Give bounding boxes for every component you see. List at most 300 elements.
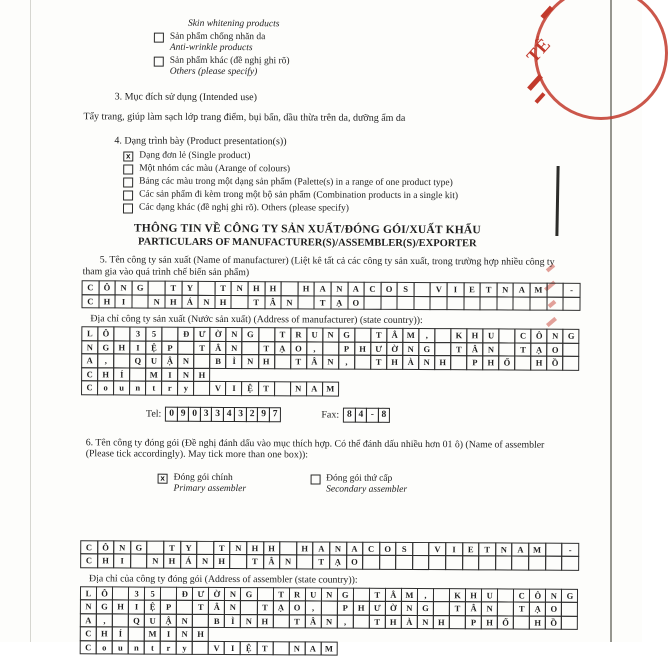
grid-cell: N: [321, 587, 338, 602]
option-text-vn: Sản phẩm chống nhăn da: [169, 31, 266, 43]
grid-cell: I: [128, 599, 145, 614]
grid-cell: T: [258, 341, 275, 356]
product-type-section: [154, 19, 581, 80]
grid-cell: Ô: [529, 588, 546, 603]
grid-cell: Ệ: [240, 641, 257, 656]
grid-cell: [447, 296, 465, 311]
grid-cell: t: [145, 381, 162, 396]
grid-cell: [362, 555, 380, 570]
grid-cell: C: [81, 380, 98, 395]
grid-cell: A: [306, 381, 323, 396]
grid-cell: H: [354, 341, 371, 356]
grid-cell: N: [177, 354, 194, 369]
grid-cell: H: [386, 355, 403, 370]
grid-cell: U: [144, 613, 161, 628]
grid-cell: N: [176, 627, 193, 642]
grid-cell: Ạ: [330, 295, 348, 310]
grid-cell: T: [370, 328, 387, 343]
grid-cell: Ố: [497, 615, 514, 630]
grid-cell: Ờ: [208, 586, 225, 601]
grid-cell: [178, 340, 195, 355]
grid-cell: Â: [264, 295, 282, 310]
grid-cell: [322, 341, 339, 356]
grid-cell: T: [449, 601, 466, 616]
grid-cell: K: [449, 588, 466, 603]
grid-cell: G: [338, 328, 355, 343]
digit-cell: 0: [188, 406, 201, 421]
grid-cell: Â: [466, 342, 483, 357]
grid-cell: H: [482, 355, 499, 370]
grid-cell: I: [115, 294, 133, 309]
grid-cell: [430, 296, 448, 311]
grid-cell: H: [213, 554, 231, 569]
grid-cell: [545, 556, 563, 571]
grid-cell: [231, 295, 249, 310]
section5-title: 5. Tên công ty sản xuất (Name of manufacturer) (Liệt kê tất cả các công ty sản xuất, trong trường hợp nhiều công ty tham gia vào quá trình chế biến sản phẩm): [82, 254, 555, 278]
digit-cell: 4: [223, 406, 236, 421]
grid-cell: N: [279, 554, 297, 569]
grid-cell: A: [80, 613, 97, 628]
grid-cell: Ạ: [329, 555, 347, 570]
grid-cell: [395, 555, 413, 570]
section3-title: 3. Mục đích sử dụng (Intended use): [114, 91, 257, 104]
grid-cell: C: [515, 329, 532, 344]
grid-cell: [513, 615, 530, 630]
grid-cell: T: [314, 295, 332, 310]
grid-cell: M: [401, 587, 418, 602]
grid-cell: [279, 541, 297, 556]
grid-cell: [497, 601, 514, 616]
grid-cell: I: [160, 627, 177, 642]
grid-cell: G: [337, 587, 354, 602]
grid-cell: [113, 353, 130, 368]
grid-cell: C: [364, 282, 382, 297]
grid-cell: Ờ: [385, 601, 402, 616]
grid-cell: T: [192, 600, 209, 615]
grid-cell: y: [176, 640, 193, 655]
grid-cell: [160, 586, 177, 601]
product-type-options: [154, 32, 581, 80]
grid-cell: N: [80, 599, 97, 614]
grid-cell: I: [113, 553, 131, 568]
checkbox-option: [123, 163, 580, 176]
fax-digits: [344, 407, 390, 422]
grid-cell: A: [314, 281, 332, 296]
grid-cell: N: [482, 342, 499, 357]
grid-cell: R: [290, 327, 307, 342]
grid-cell: Â: [304, 614, 321, 629]
grid-cell: I: [224, 640, 241, 655]
grid-cell: M: [144, 627, 161, 642]
grid-cell: G: [418, 342, 435, 357]
grid-cell: [297, 295, 315, 310]
grid-cell: ,: [96, 613, 113, 628]
grid-cell: G: [130, 540, 148, 555]
grid-cell: u: [112, 640, 129, 655]
grid-cell: [379, 555, 397, 570]
grid-cell: T: [273, 587, 290, 602]
grid-cell: r: [160, 640, 177, 655]
grid-cell: T: [247, 295, 265, 310]
grid-cell: [433, 601, 450, 616]
grid-cell: Â: [465, 601, 482, 616]
grid-cell: H: [247, 281, 265, 296]
grid-cell: [272, 614, 289, 629]
grid-cell: T: [513, 602, 530, 617]
grid-cell: A: [347, 282, 365, 297]
grid-cell: H: [297, 281, 315, 296]
grid-cell: H: [214, 294, 232, 309]
grid-cell: [546, 283, 564, 298]
grid-cell: ,: [305, 600, 322, 615]
grid-cell: N: [242, 354, 259, 369]
grid-cell: A: [513, 283, 531, 298]
grid-cell: C: [80, 540, 98, 555]
grid-cell: [528, 556, 546, 571]
grid-cell: O: [380, 282, 398, 297]
assembler-name-grid: [81, 540, 578, 571]
grid-cell: [478, 555, 496, 570]
grid-cell: T: [256, 600, 273, 615]
grid-cell: N: [418, 355, 435, 370]
grid-cell: [413, 295, 431, 310]
grid-cell: A: [304, 641, 321, 656]
grid-cell: A: [313, 541, 331, 556]
grid-cell: H: [296, 541, 314, 556]
grid-cell: H: [113, 340, 130, 355]
option-text-vn: Đóng gói chính: [173, 472, 233, 483]
grid-cell: M: [322, 382, 339, 397]
grid-cell: H: [385, 614, 402, 629]
digit-cell: 4: [355, 407, 368, 422]
grid-cell: H: [164, 294, 182, 309]
grid-cell: G: [561, 588, 578, 603]
grid-cell: [274, 354, 291, 369]
grid-cell: P: [161, 340, 178, 355]
grid-cell: T: [258, 381, 275, 396]
assembler-address-label: Địa chỉ của công ty đóng gói (Address of assembler (state country)):: [89, 572, 358, 586]
fax-label: Fax:: [321, 408, 340, 421]
grid-cell: N: [330, 282, 348, 297]
grid-cell: [495, 555, 513, 570]
grid-cell: T: [514, 342, 531, 357]
option-label: [139, 151, 250, 163]
grid-cell: Đ: [176, 586, 193, 601]
grid-cell: Ồ: [547, 356, 564, 371]
grid-cell: I: [225, 381, 242, 396]
grid-cell: Ô: [98, 280, 116, 295]
grid-cell: M: [320, 641, 337, 656]
grid-cell: [364, 295, 382, 310]
grid-cell: [563, 342, 580, 357]
grid-cell: Đ: [178, 327, 195, 342]
grid-cell: [128, 626, 145, 641]
grid-cell: H: [263, 541, 281, 556]
option-label: [139, 164, 290, 176]
grid-cell: H: [256, 614, 273, 629]
grid-cell: Ạ: [274, 341, 291, 356]
grid-cell: M: [145, 367, 162, 382]
grid-cell: H: [353, 601, 370, 616]
grid-cell: [397, 295, 415, 310]
grid-cell: [563, 356, 580, 371]
grid-cell: [434, 342, 451, 357]
checkbox-option: [123, 202, 580, 215]
grid-cell: [113, 326, 130, 341]
grid-cell: ,: [338, 355, 355, 370]
checkbox-icon: [123, 177, 133, 187]
grid-cell: N: [321, 614, 338, 629]
grid-cell: N: [231, 281, 249, 296]
grid-cell: [147, 540, 165, 555]
grid-cell: [148, 281, 166, 296]
grid-cell: Â: [208, 600, 225, 615]
digit-cell: 9: [257, 407, 270, 422]
grid-cell: Â: [385, 587, 402, 602]
grid-cell: [321, 600, 338, 615]
grid-cell: Y: [180, 540, 198, 555]
grid-cell: C: [80, 553, 98, 568]
grid-cell: [272, 641, 289, 656]
digit-cell: 9: [177, 406, 190, 421]
grid-cell: Ô: [96, 586, 113, 601]
grid-cell: O: [346, 555, 364, 570]
option-label: [170, 32, 266, 54]
grid-cell: H: [112, 599, 129, 614]
checkbox-option: [154, 56, 581, 80]
grid-cell: T: [246, 554, 264, 569]
grid-cell: Á: [181, 294, 199, 309]
grid-cell: L: [81, 326, 98, 341]
grid-cell: [256, 587, 273, 602]
form-content: [33, 18, 581, 657]
grid-cell: I: [129, 340, 146, 355]
grid-cell: [513, 296, 531, 311]
option-text-en: Others (please specify): [169, 66, 258, 78]
grid-cell: S: [397, 282, 415, 297]
grid-cell: N: [240, 614, 257, 629]
grid-cell: [429, 555, 447, 570]
category-header: Skin whitening products: [187, 18, 280, 30]
tel-fax-row: [146, 406, 579, 423]
grid-cell: P: [160, 600, 177, 615]
grid-cell: N: [177, 367, 194, 382]
grid-cell: T: [163, 540, 181, 555]
grid-cell: Ì: [224, 613, 241, 628]
grid-cell: G: [240, 587, 257, 602]
digit-cell: 8: [343, 407, 356, 422]
grid-cell: N: [176, 613, 193, 628]
grid-cell: N: [115, 280, 133, 295]
grid-cell: G: [242, 327, 259, 342]
grid-cell: B: [208, 613, 225, 628]
grid-cell: y: [177, 381, 194, 396]
grid-cell: N: [417, 615, 434, 630]
grid-cell: t: [144, 640, 161, 655]
grid-cell: C: [81, 294, 99, 309]
grid-cell: O: [545, 602, 562, 617]
grid-cell: ,: [417, 588, 434, 603]
option-label: [170, 56, 290, 79]
grid-cell: N: [401, 601, 418, 616]
grid-cell: U: [306, 327, 323, 342]
grid-cell: N: [224, 586, 241, 601]
option-text: Các dạng khác (đề nghị ghi rõ). Others (please specify): [138, 202, 350, 214]
grid-cell: C: [81, 367, 98, 382]
option-text-en: Secondary assembler: [326, 484, 408, 495]
grid-cell: T: [290, 354, 307, 369]
grid-cell: T: [369, 587, 386, 602]
grid-cell: P: [337, 601, 354, 616]
grid-cell: u: [113, 380, 130, 395]
grid-cell: N: [290, 381, 307, 396]
grid-cell: [353, 614, 370, 629]
grid-cell: ,: [418, 328, 435, 343]
grid-cell: ,: [97, 353, 114, 368]
grid-cell: E: [463, 282, 481, 297]
grid-cell: [433, 588, 450, 603]
grid-cell: [561, 556, 579, 571]
grid-cell: O: [379, 541, 397, 556]
grid-cell: [129, 367, 146, 382]
checkbox-option: [310, 473, 407, 496]
option-text-vn: Đóng gói thứ cấp: [326, 473, 393, 484]
grid-cell: [434, 328, 451, 343]
grid-cell: G: [563, 329, 580, 344]
grid-cell: [380, 295, 398, 310]
option-label: [139, 203, 349, 215]
grid-cell: Ư: [194, 327, 211, 342]
checkbox-option: [158, 472, 247, 494]
checkbox-icon: [123, 203, 133, 213]
grid-cell: Ạ: [272, 600, 289, 615]
grid-cell: H: [246, 541, 264, 556]
grid-cell: n: [128, 640, 145, 655]
grid-cell: G: [417, 601, 434, 616]
grid-cell: N: [329, 541, 347, 556]
grid-cell: H: [98, 294, 116, 309]
checkbox-icon: x: [123, 151, 133, 161]
grid-cell: Ư: [369, 601, 386, 616]
grid-cell: À: [402, 355, 419, 370]
grid-cell: Ạ: [529, 602, 546, 617]
digit-cell: 0: [165, 406, 178, 421]
grid-cell: U: [482, 328, 499, 343]
grid-cell: A: [346, 541, 364, 556]
grid-cell: Y: [181, 281, 199, 296]
grid-cell: [412, 555, 430, 570]
stamp-text: TẾ: [522, 33, 555, 67]
option-label: [139, 190, 458, 203]
grid-cell: H: [97, 553, 115, 568]
grid-cell: C: [362, 541, 380, 556]
grid-cell: [130, 553, 148, 568]
option-label: [326, 473, 407, 495]
grid-cell: T: [369, 614, 386, 629]
grid-cell: N: [113, 540, 131, 555]
grid-cell: [563, 296, 581, 311]
grid-cell: 3: [129, 326, 146, 341]
grid-cell: E: [462, 542, 480, 557]
checkbox-icon: x: [158, 473, 168, 483]
grid-row: [81, 640, 578, 657]
grid-cell: Â: [306, 354, 323, 369]
grid-cell: [112, 613, 129, 628]
grid-cell: [196, 540, 214, 555]
grid-cell: M: [530, 283, 548, 298]
grid-cell: [462, 555, 480, 570]
grid-cell: V: [430, 282, 448, 297]
grid-cell: [176, 600, 193, 615]
grid-cell: U: [145, 354, 162, 369]
grid-cell: Ô: [97, 540, 115, 555]
grid-cell: [354, 328, 371, 343]
grid-cell: V: [208, 640, 225, 655]
option-text-vn: Sản phẩm khác (đề nghị ghi rõ): [169, 55, 290, 67]
option-text: Một nhóm các màu (Arange of colours): [139, 163, 291, 175]
grid-cell: N: [196, 554, 214, 569]
heading-vietnamese: THÔNG TIN VỀ CÔNG TY SẢN XUẤT/ĐÓNG GÓI/XUẤT KHẨU: [133, 222, 481, 237]
grid-cell: [530, 296, 548, 311]
digit-cell: 8: [378, 407, 391, 422]
grid-cell: Ờ: [210, 327, 227, 342]
grid-cell: 3: [128, 586, 145, 601]
grid-cell: Ô: [531, 329, 548, 344]
grid-cell: Q: [129, 353, 146, 368]
grid-cell: [193, 381, 210, 396]
grid-cell: N: [545, 588, 562, 603]
grid-cell: [240, 600, 257, 615]
grid-cell: Ệ: [144, 600, 161, 615]
grid-cell: Ệ: [241, 381, 258, 396]
grid-cell: N: [402, 341, 419, 356]
grid-cell: Â: [263, 554, 281, 569]
manufacturer-section-heading: [35, 221, 580, 251]
digit-cell: 7: [269, 407, 282, 422]
grid-cell: [450, 355, 467, 370]
grid-cell: O: [347, 295, 365, 310]
grid-cell: [413, 282, 431, 297]
grid-cell: K: [450, 328, 467, 343]
option-text: Dạng đơn lẻ (Single product): [139, 150, 251, 162]
grid-cell: [192, 640, 209, 655]
digit-cell: 3: [234, 407, 247, 422]
grid-cell: T: [312, 554, 330, 569]
grid-cell: G: [97, 340, 114, 355]
tel-label: Tel:: [145, 408, 162, 420]
grid-cell: Ô: [97, 326, 114, 341]
grid-cell: [281, 281, 299, 296]
grid-cell: O: [547, 342, 564, 357]
grid-cell: [258, 327, 275, 342]
manufacturer-address-grid: [82, 326, 579, 397]
grid-cell: N: [288, 641, 305, 656]
grid-cell: T: [450, 342, 467, 357]
grid-cell: [193, 354, 210, 369]
grid-cell: [274, 381, 291, 396]
grid-cell: 5: [145, 327, 162, 342]
grid-cell: H: [97, 367, 114, 382]
manufacturer-address-label: Địa chỉ công ty sản xuất (Nước sản xuất) (Address of manufacturer) (state country)):: [90, 313, 423, 327]
option-text-en: Primary assembler: [173, 483, 247, 494]
grid-cell: [498, 342, 515, 357]
grid-cell: N: [226, 340, 243, 355]
grid-cell: G: [131, 281, 149, 296]
grid-cell: [561, 615, 578, 630]
grid-cell: N: [322, 328, 339, 343]
grid-cell: I: [447, 282, 465, 297]
section6-title: 6. Tên công ty đóng gói (Đề nghị đánh dấu vào mục thích hợp. Có thể đánh dấu nhiều hơn 01 ô) (Name of assembler (Please tick accordingly). May tick more than one box)):: [85, 436, 545, 461]
